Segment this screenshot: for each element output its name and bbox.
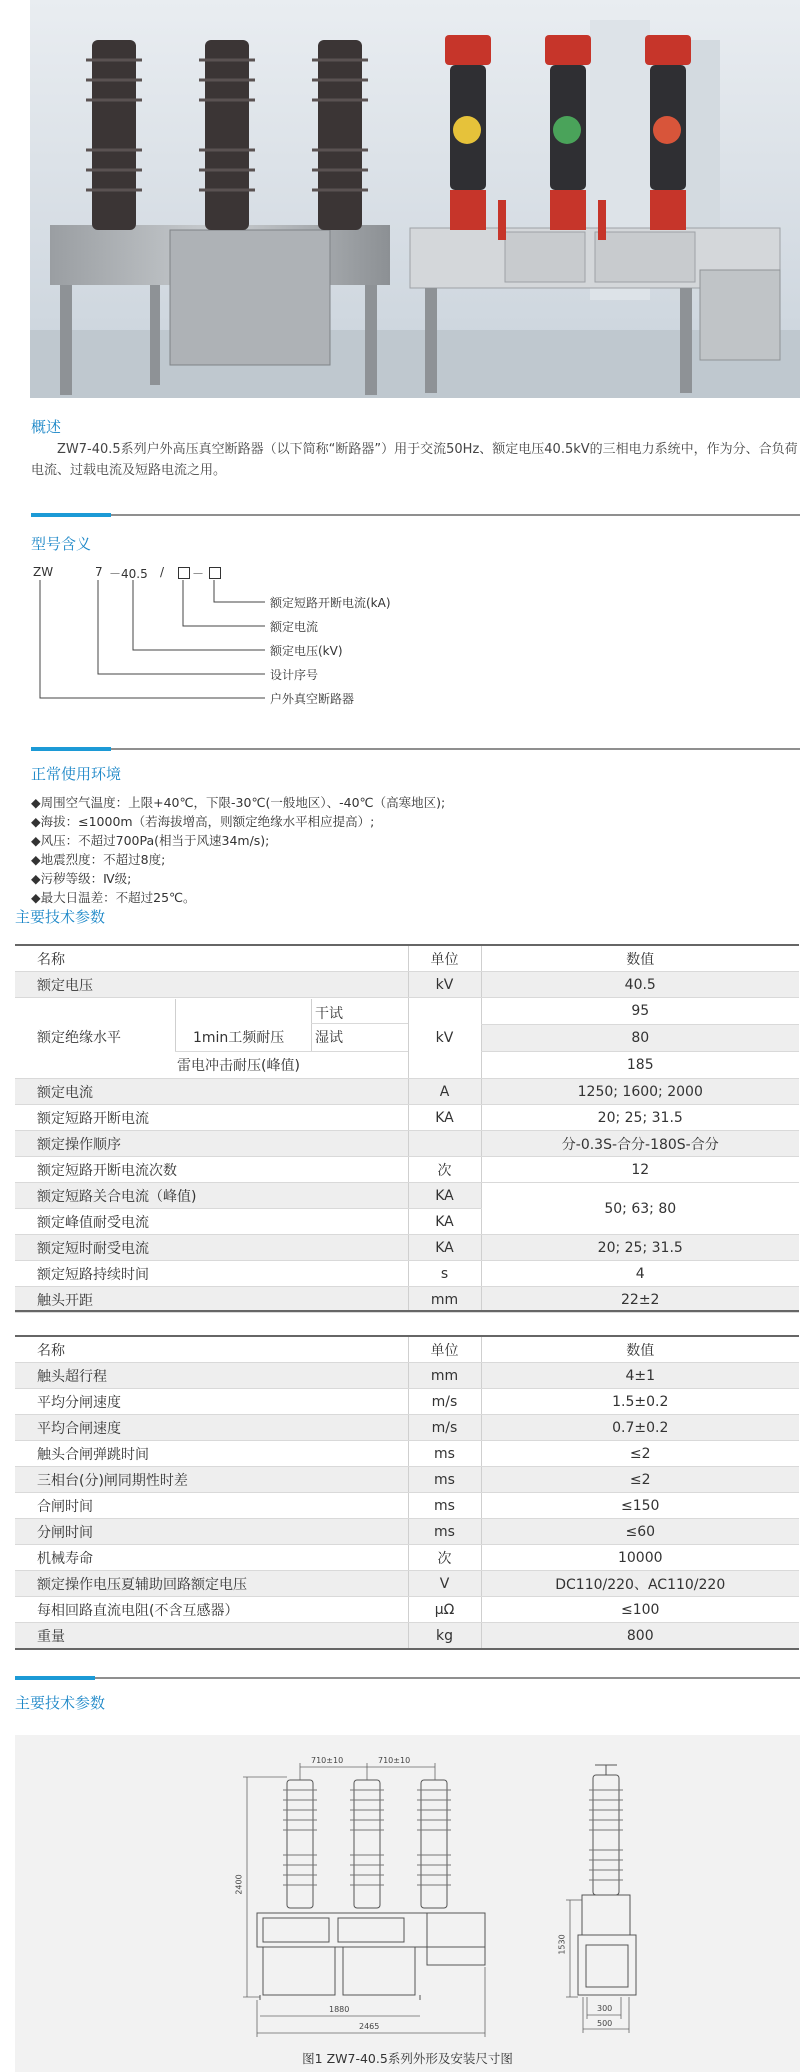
model-code-zw: ZW bbox=[33, 565, 54, 579]
overview-text: ZW7-40.5系列户外高压真空断路器（以下简称“断路器”）用于交流50Hz、额定电压40.5kV的三相电力系统中，作为分、合负荷电流、过载电流及短路电流之用。 bbox=[31, 442, 798, 478]
row-value: 4 bbox=[481, 1261, 799, 1287]
row-name: 额定操作顺序 bbox=[15, 1131, 408, 1157]
table-row bbox=[15, 1235, 799, 1261]
insulation-cell bbox=[15, 998, 408, 1079]
model-code-diagram bbox=[28, 558, 528, 718]
dim-height-total: 2400 bbox=[234, 1874, 244, 1895]
row-name: 合闸时间 bbox=[15, 1493, 408, 1519]
overview-title: 概述 bbox=[31, 418, 62, 436]
row-value: 0.7±0.2 bbox=[481, 1415, 799, 1441]
table-row bbox=[15, 1105, 799, 1131]
row-unit: m/s bbox=[408, 1415, 481, 1441]
product-photo bbox=[30, 0, 800, 398]
row-unit: 次 bbox=[408, 1157, 481, 1183]
table-row bbox=[15, 998, 799, 1025]
table-row bbox=[15, 972, 799, 998]
outline-drawing bbox=[15, 1735, 800, 2072]
section-divider bbox=[15, 1676, 800, 1680]
row-value: 分-0.3S-合分-180S-合分 bbox=[481, 1131, 799, 1157]
row-unit: μΩ bbox=[408, 1597, 481, 1623]
table-header-row bbox=[15, 1337, 799, 1363]
env-pollution: ◆污秽等级：Ⅳ级; bbox=[31, 871, 132, 886]
row-unit: KA bbox=[408, 1209, 481, 1235]
dim-pole-spacing-2: 710±10 bbox=[378, 1756, 411, 1765]
dim-side-height: 1530 bbox=[557, 1934, 567, 1955]
dim-side-300: 300 bbox=[597, 2004, 613, 2013]
row-unit: ms bbox=[408, 1467, 481, 1493]
table-row bbox=[15, 1545, 799, 1571]
row-value: 20; 25; 31.5 bbox=[481, 1235, 799, 1261]
row-unit: mm bbox=[408, 1287, 481, 1313]
row-value: 800 bbox=[481, 1623, 799, 1649]
row-unit: ms bbox=[408, 1441, 481, 1467]
header-unit: 单位 bbox=[408, 946, 481, 972]
row-value: ≤150 bbox=[481, 1493, 799, 1519]
row-name: 额定短路开断电流 bbox=[15, 1105, 408, 1131]
insulation-wet: 湿试 bbox=[315, 1030, 343, 1046]
insulation-value-dry: 95 bbox=[481, 998, 799, 1025]
row-name: 触头合闸弹跳时间 bbox=[15, 1441, 408, 1467]
row-name: 重量 bbox=[15, 1623, 408, 1649]
model-code-slash: / bbox=[160, 565, 165, 579]
row-value: 4±1 bbox=[481, 1363, 799, 1389]
row-unit: A bbox=[408, 1079, 481, 1105]
row-value: 20; 25; 31.5 bbox=[481, 1105, 799, 1131]
model-label-design-number: 设计序号 bbox=[270, 668, 319, 682]
row-unit: kV bbox=[408, 972, 481, 998]
env-temp-diff: ◆最大日温差：不超过25℃。 bbox=[31, 890, 196, 905]
row-unit: KA bbox=[408, 1105, 481, 1131]
insulation-value-wet: 80 bbox=[481, 1025, 799, 1052]
dim-pole-spacing-1: 710±10 bbox=[311, 1756, 344, 1765]
insulation-dry: 干试 bbox=[315, 1006, 343, 1022]
row-unit: m/s bbox=[408, 1389, 481, 1415]
environment-title: 正常使用环境 bbox=[31, 765, 122, 783]
row-value: DC110/220、AC110/220 bbox=[481, 1571, 799, 1597]
row-unit: kg bbox=[408, 1623, 481, 1649]
row-name: 额定电压 bbox=[15, 972, 408, 998]
env-temperature: ◆周围空气温度：上限+40℃，下限-30℃(一般地区）、-40℃（高寒地区); bbox=[31, 795, 446, 810]
table-row bbox=[15, 1183, 799, 1209]
dim-side-500: 500 bbox=[597, 2019, 613, 2028]
table-row bbox=[15, 1079, 799, 1105]
table-row bbox=[15, 1363, 799, 1389]
row-value: ≤60 bbox=[481, 1519, 799, 1545]
table-bottom-rule bbox=[15, 1648, 799, 1650]
env-seismic: ◆地震烈度：不超过8度; bbox=[31, 852, 166, 867]
row-unit: 次 bbox=[408, 1545, 481, 1571]
header-name: 名称 bbox=[15, 946, 408, 972]
row-value: 1250; 1600; 2000 bbox=[481, 1079, 799, 1105]
row-name: 平均分闸速度 bbox=[15, 1389, 408, 1415]
row-name: 触头超行程 bbox=[15, 1363, 408, 1389]
row-name: 额定峰值耐受电流 bbox=[15, 1209, 408, 1235]
dim-width-total: 2465 bbox=[359, 2022, 380, 2031]
header-unit: 单位 bbox=[408, 1337, 481, 1363]
env-wind: ◆风压：不超过700Pa(相当于风速34m/s); bbox=[31, 833, 270, 848]
row-value: ≤100 bbox=[481, 1597, 799, 1623]
model-code-voltage: －40.5 bbox=[109, 567, 148, 581]
row-name: 额定操作电压夏辅助回路额定电压 bbox=[15, 1571, 408, 1597]
env-altitude: ◆海拔：≤1000m（若海拔增高，则额定绝缘水平相应提高）; bbox=[31, 814, 375, 829]
model-label-breaking-current: 额定短路开断电流(kA) bbox=[270, 596, 391, 610]
row-value: 12 bbox=[481, 1157, 799, 1183]
insulation-name: 额定绝缘水平 bbox=[37, 1030, 121, 1046]
insulation-lightning: 雷电冲击耐压(峰值) bbox=[177, 1058, 300, 1074]
row-unit: V bbox=[408, 1571, 481, 1597]
header-value: 数值 bbox=[481, 1337, 799, 1363]
header-value: 数值 bbox=[481, 946, 799, 972]
table-row bbox=[15, 1493, 799, 1519]
table-row bbox=[15, 1261, 799, 1287]
row-name: 额定短路关合电流（峰值) bbox=[15, 1183, 408, 1209]
dim-width-frame: 1880 bbox=[329, 2005, 350, 2014]
table-row bbox=[15, 1623, 799, 1649]
table-row bbox=[15, 1157, 799, 1183]
model-label-outdoor-breaker: 户外真空断路器 bbox=[270, 692, 355, 706]
table-row bbox=[15, 1571, 799, 1597]
table-row bbox=[15, 1415, 799, 1441]
model-title: 型号含义 bbox=[31, 535, 92, 553]
table-row bbox=[15, 1131, 799, 1157]
table-row bbox=[15, 1597, 799, 1623]
row-value: 40.5 bbox=[481, 972, 799, 998]
row-name: 每相回路直流电阻(不含互感器） bbox=[15, 1597, 408, 1623]
model-code-7: 7 bbox=[95, 565, 103, 579]
params-title: 主要技术参数 bbox=[15, 908, 106, 926]
section-divider bbox=[31, 747, 800, 751]
drawing-title: 主要技术参数 bbox=[15, 1694, 106, 1712]
drawing-panel bbox=[15, 1735, 800, 2072]
table-row bbox=[15, 1519, 799, 1545]
drawing-caption: 图1 ZW7-40.5系列外形及安装尺寸图 bbox=[302, 2051, 513, 2066]
table-row bbox=[15, 1441, 799, 1467]
table-bottom-rule bbox=[15, 1310, 799, 1312]
insulation-value-lightning: 185 bbox=[481, 1052, 799, 1079]
row-unit: mm bbox=[408, 1363, 481, 1389]
row-name: 额定短路持续时间 bbox=[15, 1261, 408, 1287]
row-unit: ms bbox=[408, 1519, 481, 1545]
header-name: 名称 bbox=[15, 1337, 408, 1363]
model-code-dash: － bbox=[192, 567, 205, 581]
row-unit: s bbox=[408, 1261, 481, 1287]
params-table-2 bbox=[15, 1337, 799, 1649]
model-label-rated-voltage: 额定电压(kV) bbox=[270, 644, 343, 658]
row-value: 1.5±0.2 bbox=[481, 1389, 799, 1415]
row-value: 10000 bbox=[481, 1545, 799, 1571]
insulation-unit: kV bbox=[408, 998, 481, 1079]
row-value: 22±2 bbox=[481, 1287, 799, 1313]
row-name: 触头开距 bbox=[15, 1287, 408, 1313]
row-unit: KA bbox=[408, 1183, 481, 1209]
row-name: 额定电流 bbox=[15, 1079, 408, 1105]
row-unit: ms bbox=[408, 1493, 481, 1519]
row-unit: KA bbox=[408, 1235, 481, 1261]
row-name: 机械寿命 bbox=[15, 1545, 408, 1571]
row-unit bbox=[408, 1131, 481, 1157]
params-table-1 bbox=[15, 946, 799, 1313]
row-name: 额定短时耐受电流 bbox=[15, 1235, 408, 1261]
table-row bbox=[15, 1389, 799, 1415]
row-name: 分闸时间 bbox=[15, 1519, 408, 1545]
row-value: ≤2 bbox=[481, 1441, 799, 1467]
row-value: ≤2 bbox=[481, 1467, 799, 1493]
row-name: 额定短路开断电流次数 bbox=[15, 1157, 408, 1183]
model-label-rated-current: 额定电流 bbox=[270, 620, 319, 634]
table-header-row bbox=[15, 946, 799, 972]
row-name: 三相台(分)闸同期性时差 bbox=[15, 1467, 408, 1493]
table-row bbox=[15, 1287, 799, 1313]
insulation-power-freq: 1min工频耐压 bbox=[193, 1030, 285, 1046]
section-divider bbox=[31, 513, 800, 517]
row-name: 平均合闸速度 bbox=[15, 1415, 408, 1441]
row-value-merged: 50; 63; 80 bbox=[481, 1183, 799, 1235]
table-row bbox=[15, 1467, 799, 1493]
environment-list bbox=[31, 793, 791, 907]
